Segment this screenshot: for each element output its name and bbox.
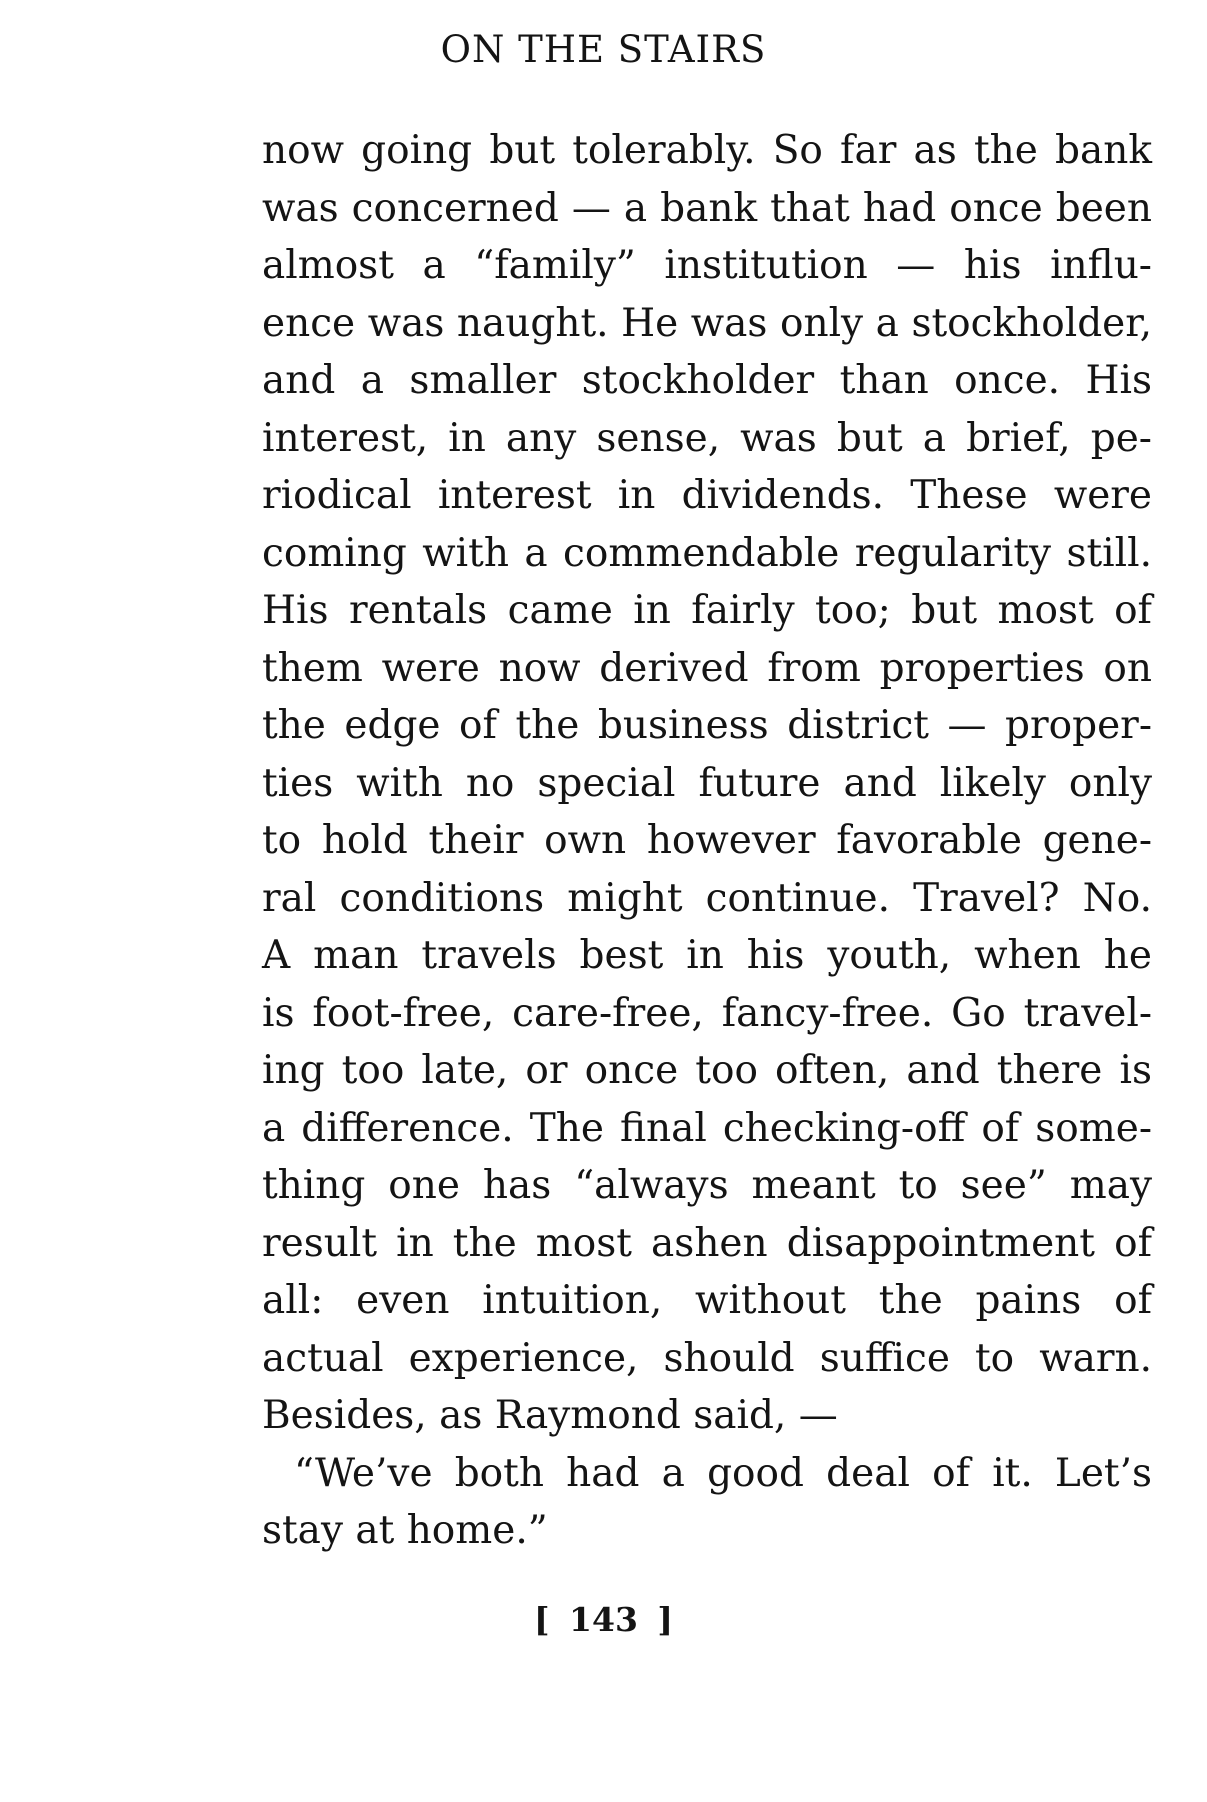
text-line: a difference. The final checking-off of some- bbox=[262, 1105, 1152, 1151]
text-line: them were now derived from properties on bbox=[262, 645, 1152, 691]
text-line: interest, in any sense, was but a brief, pe- bbox=[262, 415, 1152, 461]
text-line: ence was naught. He was only a stockholder, bbox=[262, 300, 1152, 346]
text-line: riodical interest in dividends. These were bbox=[262, 473, 1152, 518]
text-line: was concerned — a bank that had once been bbox=[262, 185, 1152, 231]
text-line: the edge of the business district — proper- bbox=[262, 703, 1152, 748]
text-line: and a smaller stockholder than once. His bbox=[262, 358, 1152, 403]
text-line: Besides, as Raymond said, — bbox=[262, 1393, 838, 1438]
body-text bbox=[262, 122, 1152, 1560]
text-line: ties with no special future and likely only bbox=[262, 760, 1152, 806]
text-line: all: even intuition, without the pains of bbox=[262, 1278, 1152, 1323]
text-line: almost a “family” institution — his influ- bbox=[262, 243, 1152, 288]
running-head: ON THE STAIRS bbox=[440, 28, 767, 71]
text-line: stay at home.” bbox=[262, 1508, 548, 1553]
text-line: actual experience, should suffice to warn. bbox=[262, 1335, 1152, 1381]
text-line: thing one has “always meant to see” may bbox=[262, 1163, 1152, 1208]
text-line: result in the most ashen disappointment of bbox=[262, 1220, 1152, 1266]
text-line: ing too late, or once too often, and there is bbox=[262, 1048, 1152, 1093]
text-line: A man travels best in his youth, when he bbox=[262, 933, 1152, 978]
text-line: now going but tolerably. So far as the bank bbox=[262, 128, 1152, 173]
text-line: His rentals came in fairly too; but most of bbox=[262, 588, 1152, 633]
text-line: coming with a commendable regularity still. bbox=[262, 530, 1152, 576]
text-line: ral conditions might continue. Travel? No. bbox=[262, 875, 1152, 921]
text-line: “We’ve both had a good deal of it. Let’s bbox=[294, 1450, 1152, 1496]
page-number: [ 143 ] bbox=[533, 1600, 674, 1639]
text-line: is foot-free, care-free, fancy-free. Go travel- bbox=[262, 990, 1152, 1036]
text-line: to hold their own however favorable gene- bbox=[262, 818, 1152, 863]
